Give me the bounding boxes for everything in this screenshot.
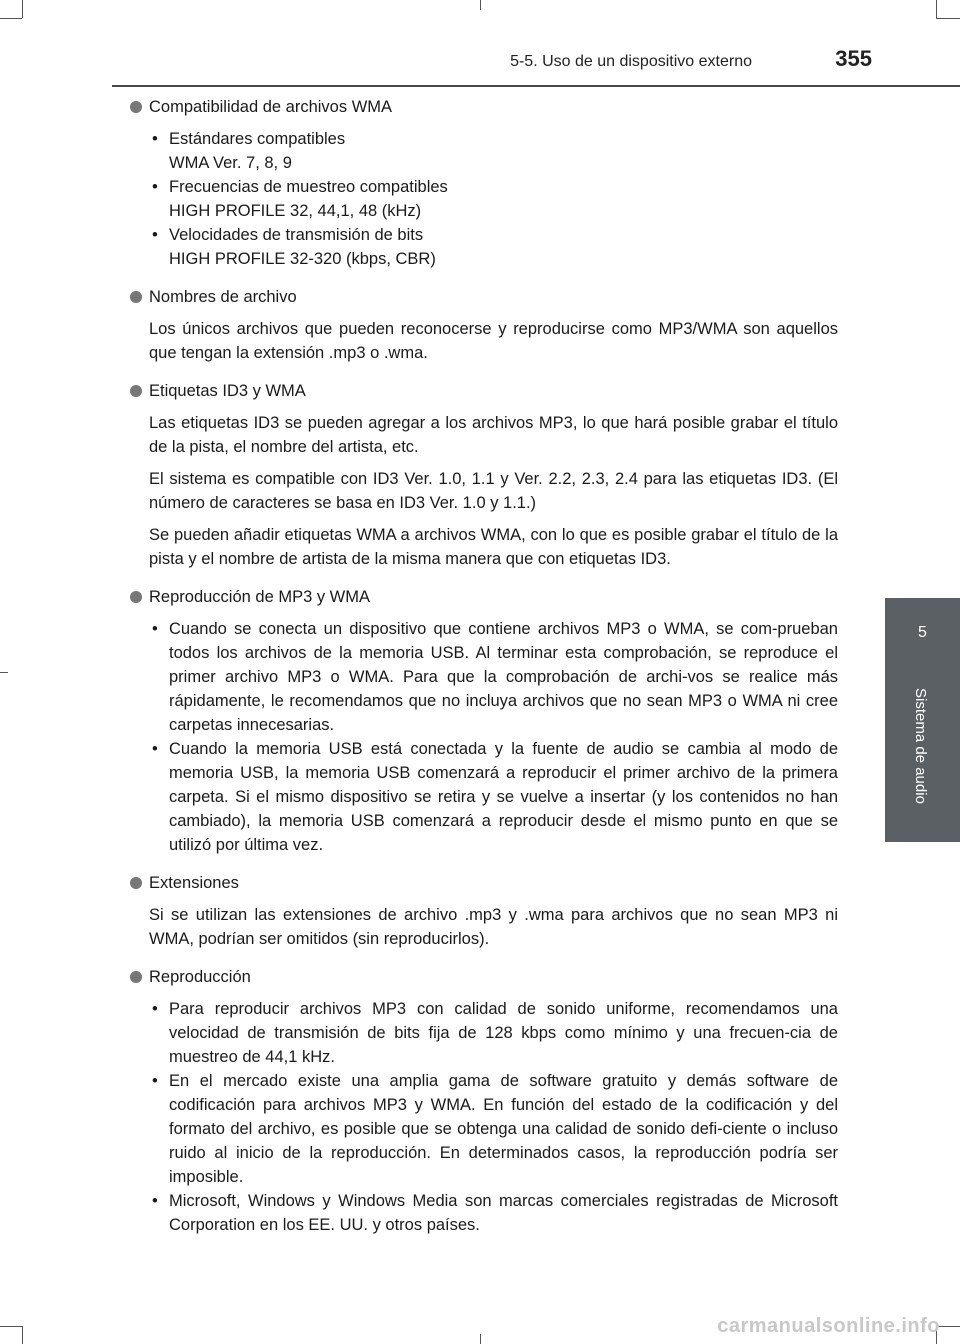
paragraph: Si se utilizan las extensiones de archivo .mp3 y .wma para archivos que no sean MP3 ni WMA, podrían ser omitidos (sin reproducirlos). — [149, 906, 838, 948]
bullet-list — [149, 997, 838, 1237]
chapter-side-tab — [885, 598, 960, 842]
bullet-icon: • — [152, 1072, 158, 1090]
bullet-icon: • — [152, 1000, 158, 1018]
spec-label: Velocidades de transmisión de bits — [169, 226, 424, 244]
spec-value: HIGH PROFILE 32, 44,1, 48 (kHz) — [169, 202, 422, 220]
section-heading — [130, 871, 838, 895]
section-heading — [130, 965, 838, 989]
section-wma-compatibility — [130, 95, 838, 271]
list-item — [149, 617, 838, 737]
list-item — [149, 175, 838, 223]
bullet-icon: • — [152, 226, 158, 244]
section-heading — [130, 285, 838, 309]
section-mp3-wma-playback — [130, 585, 838, 857]
section-heading — [130, 379, 838, 403]
chapter-number: 5 — [918, 624, 927, 641]
bullet-icon: • — [152, 740, 158, 758]
bullet-icon: • — [152, 620, 158, 638]
bullet-icon: • — [152, 130, 158, 148]
bullet-list — [149, 617, 838, 857]
bullet-icon: • — [152, 1192, 158, 1210]
list-item-text: Para reproducir archivos MP3 con calidad de sonido uniforme, recomendamos una velocidad de transmisión de bits fija de 128 kbps como mínimo y una frecuen-cia de muestreo de 44,1 kHz. — [169, 1000, 838, 1066]
section-heading-text: Compatibilidad de archivos WMA — [149, 98, 393, 116]
spec-label: Frecuencias de muestreo compatibles — [169, 178, 448, 196]
bullet-dot-icon — [130, 385, 142, 397]
chapter-label: Sistema de audio — [912, 688, 929, 804]
header-rule — [112, 85, 960, 87]
main-content — [130, 95, 838, 1251]
section-title: 5-5. Uso de un dispositivo externo — [510, 53, 752, 70]
bullet-dot-icon — [130, 877, 142, 889]
list-item — [149, 737, 838, 857]
bullet-icon: • — [152, 178, 158, 196]
list-item — [149, 997, 838, 1069]
section-playback — [130, 965, 838, 1237]
bullet-dot-icon — [130, 971, 142, 983]
watermark: carmanualsonline.info — [717, 1315, 940, 1337]
crop-mark — [0, 672, 8, 673]
crop-mark — [0, 1326, 22, 1327]
bullet-dot-icon — [130, 101, 142, 113]
section-extensions — [130, 871, 838, 951]
page-number: 355 — [835, 46, 872, 71]
list-item — [149, 1189, 838, 1237]
crop-mark — [22, 1326, 23, 1344]
list-item — [149, 1069, 838, 1189]
section-heading — [130, 95, 838, 119]
spec-label: Estándares compatibles — [169, 130, 346, 148]
bullet-dot-icon — [130, 291, 142, 303]
section-heading-text: Reproducción — [149, 968, 251, 986]
bullet-dot-icon — [130, 591, 142, 603]
list-item — [149, 223, 838, 271]
section-id3-tags — [130, 379, 838, 571]
spec-value: HIGH PROFILE 32-320 (kbps, CBR) — [169, 250, 436, 268]
paragraph: Las etiquetas ID3 se pueden agregar a los archivos MP3, lo que hará posible grabar el título de la pista, el nombre del artista, etc. — [149, 414, 838, 456]
spec-list — [149, 127, 838, 271]
list-item — [149, 127, 838, 175]
section-file-names — [130, 285, 838, 365]
list-item-text: Cuando la memoria USB está conectada y la fuente de audio se cambia al modo de memoria USB, la memoria USB comenzará a reproducir el primer archivo de la primera carpeta. Si el mismo dispositivo se retira y se vuelve a insertar (y los contenidos no han cambiado), la memoria USB comenzará a reproducir desde el mismo punto en que se utilizó por última vez. — [169, 740, 838, 854]
paragraph: Los únicos archivos que pueden reconocerse y reproducirse como MP3/WMA son aquellos que tengan la extensión .mp3 o .wma. — [149, 320, 838, 362]
section-heading-text: Nombres de archivo — [149, 288, 297, 306]
paragraph: Se pueden añadir etiquetas WMA a archivos WMA, con lo que es posible grabar el título de la pista y el nombre de artista de la misma manera que con etiquetas ID3. — [149, 526, 838, 568]
list-item-text: Cuando se conecta un dispositivo que contiene archivos MP3 o WMA, se com-prueban todos los archivos de la memoria USB. Al terminar esta comprobación, se reproduce el primer archivo MP3 o WMA. Para que la comprobación de archi-vos se realice más rápidamente, le recomendamos que no incluya archivos que no sean MP3 o WMA ni cree carpetas innecesarias. — [169, 620, 838, 734]
spec-value: WMA Ver. 7, 8, 9 — [169, 154, 292, 172]
crop-mark — [480, 1334, 481, 1344]
list-item-text: En el mercado existe una amplia gama de software gratuito y demás software de codificación para archivos MP3 y WMA. En función del estado de la codificación y del formato del archivo, es posible que se obtenga una calidad de sonido defi-ciente o incluso ruido al inicio de la reproducción. En determinados casos, la reproducción podría ser imposible. — [169, 1072, 838, 1186]
section-heading-text: Reproducción de MP3 y WMA — [149, 588, 371, 606]
paragraph: El sistema es compatible con ID3 Ver. 1.0, 1.1 y Ver. 2.2, 2.3, 2.4 para las etiquetas ID3. (El número de caracteres se basa en ID3 Ver. 1.0 y 1.1.) — [149, 470, 838, 512]
list-item-text: Microsoft, Windows y Windows Media son marcas comerciales registradas de Microsoft Corporation en los EE. UU. y otros países. — [169, 1192, 838, 1234]
section-heading — [130, 585, 838, 609]
section-heading-text: Extensiones — [149, 874, 239, 892]
section-heading-text: Etiquetas ID3 y WMA — [149, 382, 306, 400]
page-header — [0, 0, 960, 90]
